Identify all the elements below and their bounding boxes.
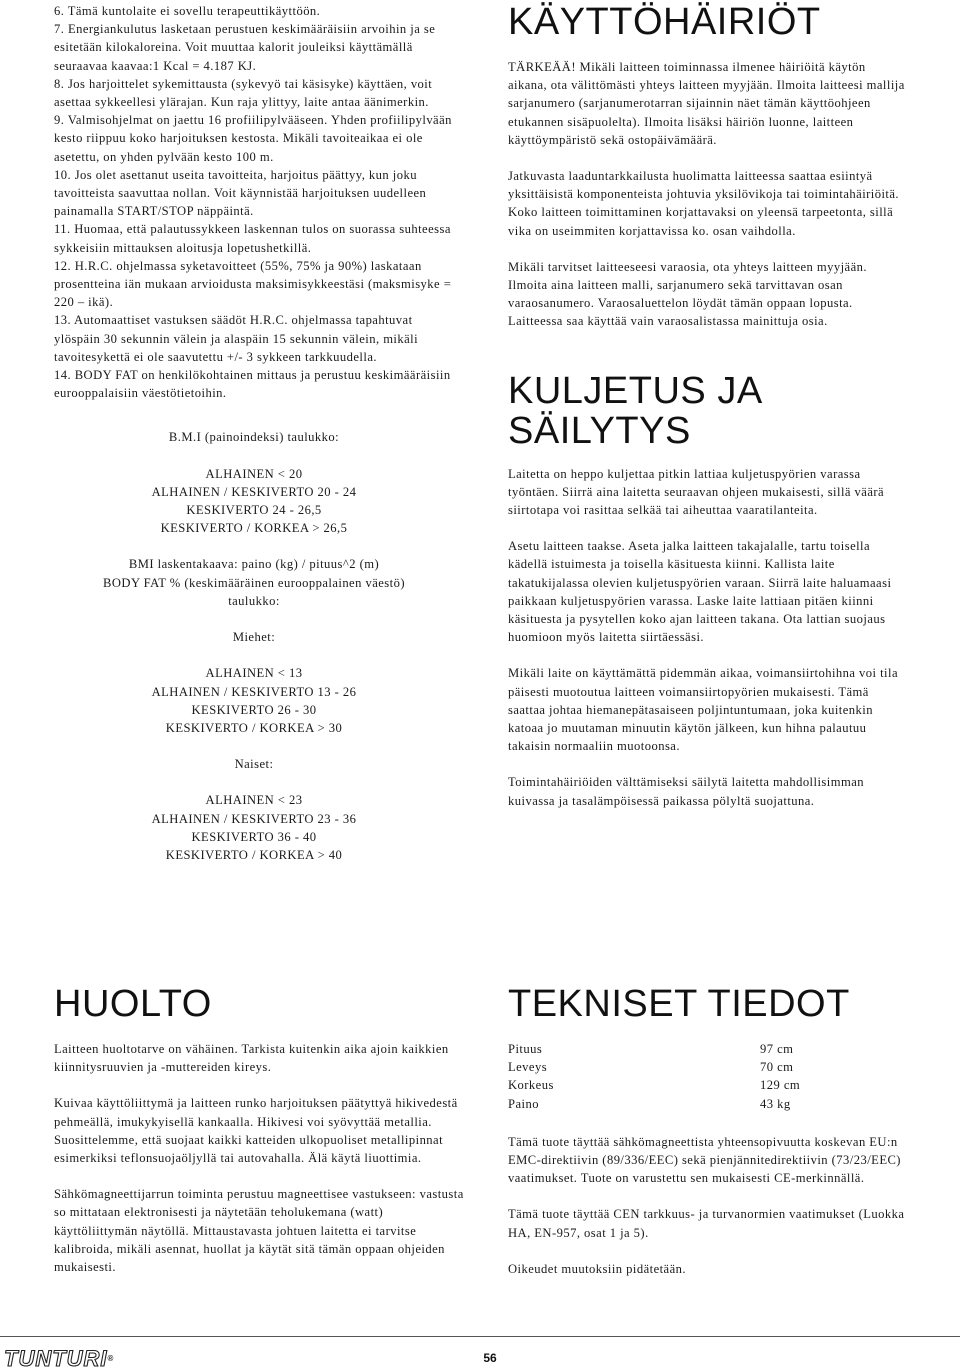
men-label: Miehet: <box>232 630 276 645</box>
bmi-row: ALHAINEN / KESKIVERTO 20 - 24 <box>151 484 357 499</box>
men-row: KESKIVERTO / KORKEA > 30 <box>165 720 343 735</box>
heading-kuljetus-line2: SÄILYTYS <box>508 409 691 452</box>
women-row: KESKIVERTO 36 - 40 <box>191 829 317 844</box>
bodyfat-title: BODY FAT % (keskimääräinen eurooppalainen väestö) taulukko: <box>103 575 405 608</box>
heading-kayttohairiot: KÄYTTÖHÄIRIÖT <box>508 1 821 43</box>
women-row: ALHAINEN / KESKIVERTO 23 - 36 <box>151 811 357 826</box>
table-row <box>508 1095 800 1113</box>
spec-value: 43 kg <box>760 1096 791 1111</box>
bmi-formula: BMI laskentakaava: paino (kg) / pituus^2 (m) <box>128 557 380 572</box>
list-item: 8. Jos harjoittelet sykemittausta (sykevyö tai käsisyke) käyttäen, voit asettaa sykkeellesi ylärajan. Kun raja ylittyy, laite antaa äänimerkin. <box>54 76 433 110</box>
paragraph: Mikäli tarvitset laitteeseesi varaosia, ota yhteys laitteen myyjään. Ilmoita aina laitteen malli, sarjanumero sekä tarvittavan osan varaosanumero. Varaosaluettelon löydät tämän oppaan lopusta. Laitteessa saa käyttää vain varaosalistassa mainittuja osia. <box>508 259 867 329</box>
list-item: 9. Valmisohjelmat on jaettu 16 profiilipylvääseen. Yhden profiilipylvään kesto riippuu koko harjoituksen kestosta. Mikäli tavoiteaikaa ei ole asetettu, on yhden pylvään kesto 100 m. <box>54 113 452 164</box>
heading-tekniset-tiedot: TEKNISET TIEDOT <box>508 983 850 1025</box>
paragraph: Laitteen huoltotarve on vähäinen. Tarkista kuitenkin aika ajoin kaikkien kiinnitysruuvien ja -muttereiden kireys. <box>54 1042 449 1075</box>
paragraph: Tämä tuote täyttää CEN tarkkuus- ja turvanormien vaatimukset (Luokka HA, EN-957, osat 1 ja 5). <box>508 1207 905 1240</box>
right-column <box>508 2 908 810</box>
paragraph: TÄRKEÄÄ! Mikäli laitteen toiminnassa ilmenee häiriöitä käytön aikana, ota välittömästi yhteys laitteen myyjään. Ilmoita laitteesi mallija sarjanumero (sarjanumerotarran sijainnin näet tämän käyttöohjeen etukannen sisäpuolelta). Ilmoita lisäksi häiriön luonne, laitteen käyttöympäristö sekä ostopäivämäärä. <box>508 60 905 147</box>
list-item: 13. Automaattiset vastuksen säädöt H.R.C. ohjelmassa tapahtuvat ylöspäin 30 sekunnin välein ja alaspäin 15 sekunnin välein, mikäli tavoitesykettä ei ole saavutettu +/- 3 sykkeen tarkkuudella. <box>54 313 419 364</box>
paragraph: Asetu laitteen taakse. Aseta jalka laitteen takajalalle, tartu toisella kädellä istuimesta ja toisella käsituesta kiinni. Kallista laite takatukijalassa olevien kuljetuspyörien varaan. Siirrä laite haluamaasi paikkaan kuljetuspyörien varassa. Laske laite lattiaan pitäen kiinni käsituesta ja pysytellen koko ajan laitteen takana. Ota lattian suojaus huomioon myös laitetta siirtäessäsi. <box>508 539 892 645</box>
men-row: ALHAINEN / KESKIVERTO 13 - 26 <box>151 684 357 699</box>
list-item: 14. BODY FAT on henkilökohtainen mittaus ja perustuu keskimääräisiin eurooppalaisiin väestötietoihin. <box>54 368 451 401</box>
spec-value: 70 cm <box>760 1060 794 1075</box>
spec-label: Korkeus <box>508 1078 554 1093</box>
paragraph: Laitetta on heppo kuljettaa pitkin lattiaa kuljetuspyörien varassa työntäen. Siirrä aina laitetta seuraavan ohjeen mukaisesti, sillä väärä siirtotapa voi rasittaa selkää tai aiheuttaa vaaratilanteita. <box>508 466 885 518</box>
spec-value: 129 cm <box>760 1078 801 1093</box>
paragraph: Sähkömagneettijarrun toiminta perustuu magneettisee vastukseen: vastusta so mittataan elektronisesti ja näytetään teholukemana (watt) käyttöliittymän näytöllä. Mittaustavasta johtuen laitetta ei tarvitse kalibroida, mikäli asennat, huollat ja käytät sitä tämän oppaan ohjeiden mukaisesti. <box>54 1187 464 1275</box>
list-item: 10. Jos olet asettanut useita tavoitteita, harjoitus päättyy, kun joku tavoitteista saavuttaa nollan. Voit käynnistää harjoituksen uudelleen painamalla START/STOP näppäintä. <box>54 167 427 219</box>
huolto-section <box>54 1040 464 1276</box>
left-column <box>54 2 454 864</box>
bmi-row: KESKIVERTO 24 - 26,5 <box>186 503 322 518</box>
tunturi-logo <box>4 1346 114 1372</box>
paragraph: Toimintahäiriöiden välttämiseksi säilytä laitetta mahdollisimman kuivassa ja tasalämpöisessä paikassa pölyltä suojattuna. <box>508 775 864 808</box>
list-item: 7. Energiankulutus lasketaan perustuen keskimääräisiin arvoihin ja se esitetään kilokaloreina. Voit muuttaa kalorit jouleiksi käyttämällä seuraavaa kaavaa:1 Kcal = 4.187 KJ. <box>54 22 436 73</box>
paragraph: Mikäli laite on käyttämättä pidemmän aikaa, voimansiirtohihna voi tila päisesti muotoutua laitteen voimansiirtopyörien mukaisesti. Tämä saattaa johtaa hiemanepätasaiseen poljintuntumaan, joka kuitenkin katoaa jo muutaman minuutin käytön jälkeen, kun hihna palautuu takaisin normaaliin muotoonsa. <box>508 666 898 754</box>
men-row: KESKIVERTO 26 - 30 <box>191 702 317 717</box>
list-item: 12. H.R.C. ohjelmassa syketavoitteet (55%, 75% ja 90%) laskataan prosentteina iän mukaan arvioidusta maksimisykkeestäsi (maksmisyke = 220 – ikä). <box>54 258 452 310</box>
table-row <box>508 1040 800 1058</box>
bmi-row: KESKIVERTO / KORKEA > 26,5 <box>160 521 348 536</box>
list-item: 11. Huomaa, että palautussykkeen laskennan tulos on suorassa suhteessa sykkeisiin mittauksen aloitusja lopetushetkillä. <box>54 222 451 255</box>
registered-mark: ® <box>107 1354 115 1363</box>
logo-text: TUNTURI <box>4 1346 108 1371</box>
tekniset-section <box>508 1040 908 1278</box>
heading-huolto: HUOLTO <box>54 983 212 1025</box>
paragraph: Oikeudet muutoksiin pidätetään. <box>508 1261 686 1276</box>
paragraph: Jatkuvasta laaduntarkkailusta huolimatta laitteessa saattaa esiintyä yksittäisistä komponenteista johtuvia yksilövikoja tai toimintahäiriöitä. Koko laitteen toimittaminen korjattavaksi on yleensä tarpeetonta, sillä vika on useimmiten korjattavissa ko. osan vaihdolla. <box>508 169 900 238</box>
table-row <box>508 1058 800 1076</box>
spec-label: Leveys <box>508 1060 548 1075</box>
heading-kuljetus <box>508 371 908 451</box>
paragraph: Tämä tuote täyttää sähkömagneettista yhteensopivuutta koskevan EU:n EMC-direktiivin (89/336/EEC) sekä pienjännitedirektiivin (73/23/EEC) vaatimukset. Tuote on varustettu sen mukaisesti CE-merkinnällä. <box>508 1134 901 1186</box>
women-label: Naiset: <box>234 757 274 772</box>
women-row: ALHAINEN < 23 <box>205 793 303 808</box>
paragraph: Kuivaa käyttöliittymä ja laitteen runko harjoituksen päätyttyä hikivedestä pehmeällä, imukykyisellä kankaalla. Hikivesi voi syövyttää metallia. Suosittelemme, että suojaat kaikki katteiden ulkopuoliset metallipinnat esimerkiksi teflonsuojaöljyllä tai autovahalla. Älä käytä liuottimia. <box>54 1096 458 1166</box>
spec-table <box>508 1040 800 1113</box>
bmi-row: ALHAINEN < 20 <box>205 466 303 481</box>
men-row: ALHAINEN < 13 <box>205 666 303 681</box>
table-row <box>508 1076 800 1094</box>
list-item: 6. Tämä kuntolaite ei sovellu terapeuttikäyttöön. <box>54 4 321 18</box>
spec-label: Paino <box>508 1096 539 1111</box>
heading-kuljetus-line1: KULJETUS JA <box>508 369 763 412</box>
spec-label: Pituus <box>508 1042 543 1056</box>
footer-divider <box>0 1336 960 1337</box>
bmi-title: B.M.I (painoindeksi) taulukko: <box>168 430 340 445</box>
page-number: 56 <box>483 1351 497 1365</box>
spec-value: 97 cm <box>760 1042 794 1056</box>
women-row: KESKIVERTO / KORKEA > 40 <box>165 847 343 862</box>
